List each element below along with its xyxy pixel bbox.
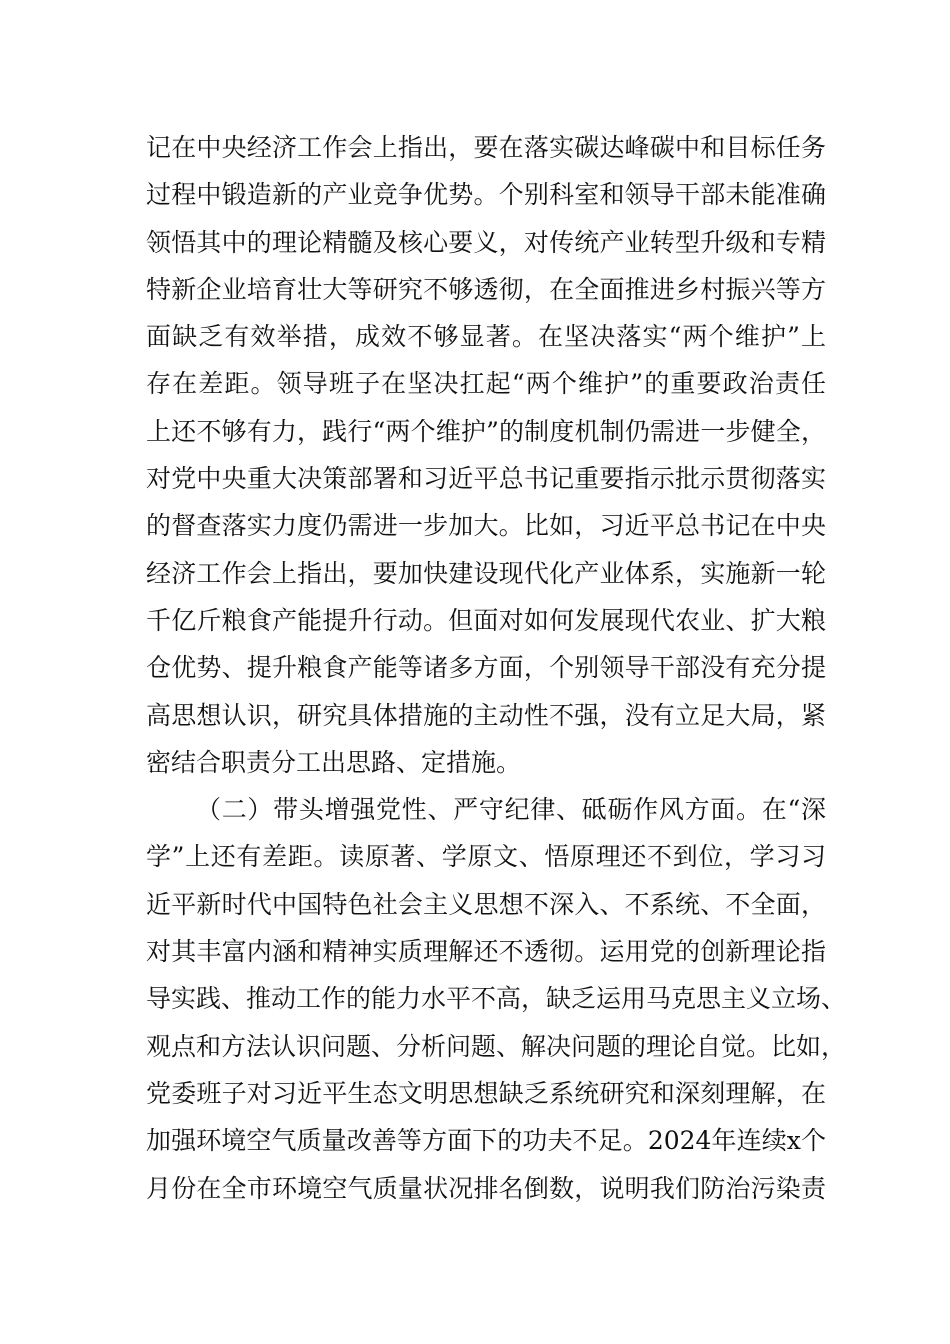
text-line: 导实践、推动工作的能力水平不高，缺乏运用马克思主义立场、 (146, 984, 847, 1014)
text-line: 近平新时代中国特色社会主义思想不深入、不系统、不全面， (146, 889, 826, 919)
text-line: 加强环境空气质量改善等方面下的功夫不足。2024年连续x个 (146, 1126, 826, 1156)
text-line: 党委班子对习近平生态文明思想缺乏系统研究和深刻理解，在 (146, 1078, 826, 1108)
document-body (146, 124, 847, 1212)
section-heading-line: （二）带头增强党性、严守纪律、砥砺作风方面。在“深 (196, 795, 826, 825)
text-line: 记在中央经济工作会上指出，要在落实碳达峰碳中和目标任务 (146, 133, 826, 162)
text-line: 经济工作会上指出，要加快建设现代化产业体系，实施新一轮 (146, 558, 826, 588)
text-line: 仓优势、提升粮食产能等诸多方面，个别领导干部没有充分提 (146, 653, 826, 683)
text-line: 的督查落实力度仍需进一步加大。比如，习近平总书记在中央 (146, 511, 826, 541)
text-line: 千亿斤粮食产能提升行动。但面对如何发展现代农业、扩大粮 (146, 605, 826, 635)
text-line: 特新企业培育壮大等研究不够透彻，在全面推进乡村振兴等方 (146, 274, 826, 304)
text-line: 对其丰富内涵和精神实质理解还不透彻。运用党的创新理论指 (146, 937, 826, 967)
text-line: 对党中央重大决策部署和习近平总书记重要指示批示贯彻落实 (146, 464, 826, 494)
text-line: 领悟其中的理论精髓及核心要义，对传统产业转型升级和专精 (146, 227, 826, 257)
text-line: 月份在全市环境空气质量状况排名倒数，说明我们防治污染责 (146, 1173, 826, 1203)
text-line: 学”上还有差距。读原著、学原文、悟原理还不到位，学习习 (146, 842, 826, 872)
text-line: 存在差距。领导班子在坚决扛起“两个维护”的重要政治责任 (146, 369, 826, 399)
text-line: 高思想认识，研究具体措施的主动性不强，没有立足大局，紧 (146, 700, 826, 730)
text-line: 面缺乏有效举措，成效不够显著。在坚决落实“两个维护”上 (146, 322, 826, 352)
paragraph-end-line: 密结合职责分工出思路、定措施。 (146, 747, 522, 777)
text-line: 观点和方法认识问题、分析问题、解决问题的理论自觉。比如， (146, 1031, 847, 1061)
text-line: 上还不够有力，践行“两个维护”的制度机制仍需进一步健全， (146, 416, 826, 446)
text-line: 过程中锻造新的产业竞争优势。个别科室和领导干部未能准确 (146, 180, 826, 210)
